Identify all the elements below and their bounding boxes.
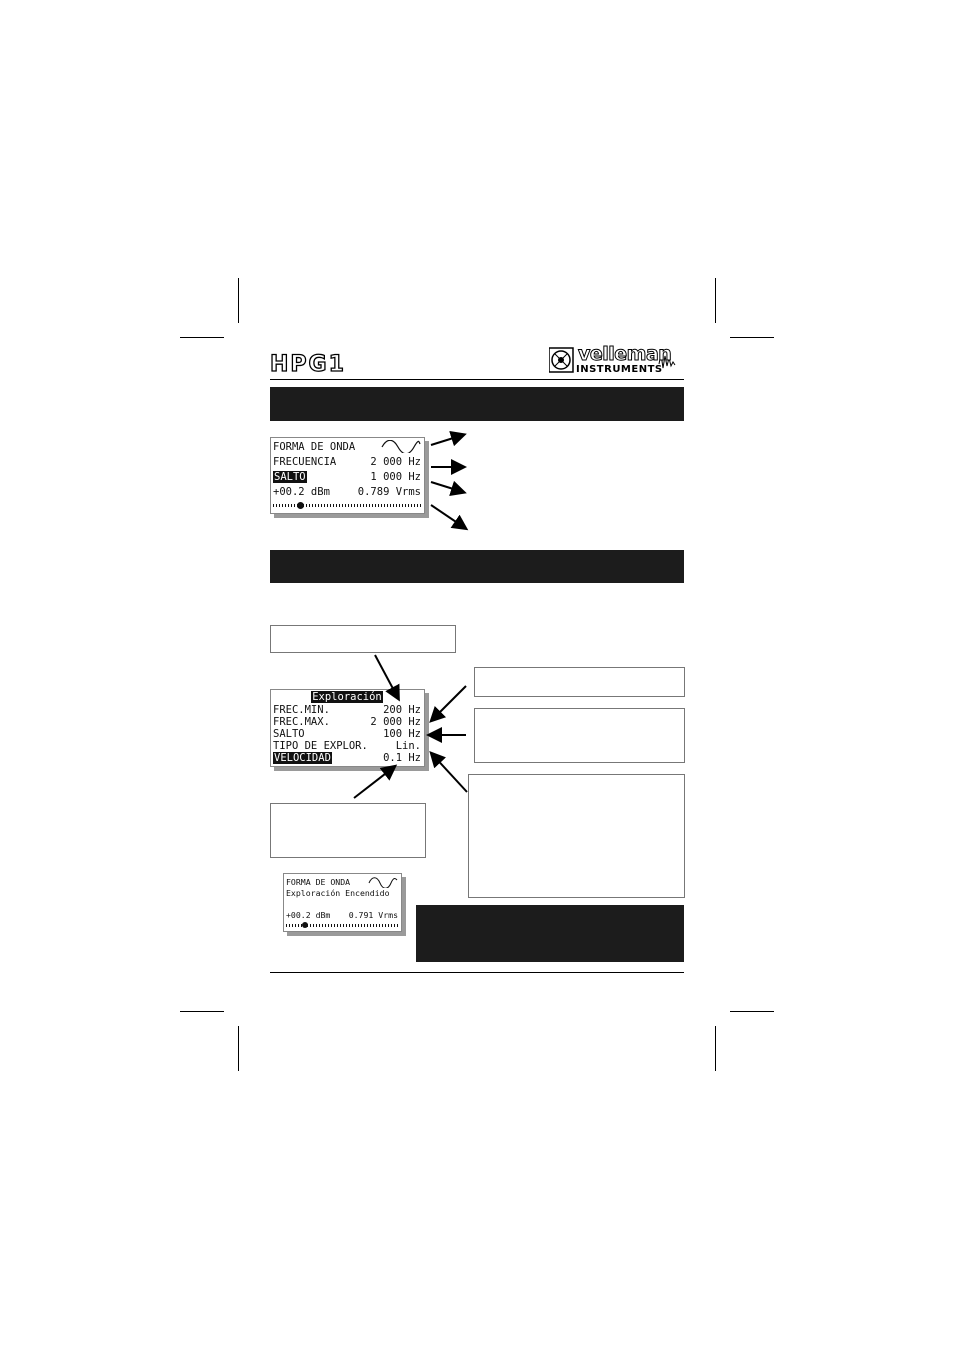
lcd-level-slider — [273, 504, 421, 507]
lcd2-callout-arrows — [340, 650, 480, 810]
crop-mark — [715, 1026, 716, 1071]
header-rule — [270, 379, 684, 380]
crop-mark — [730, 337, 774, 338]
lcd-step-value: 1 000 Hz — [370, 471, 421, 483]
lcd-sweep-row-value: Lin. — [395, 740, 421, 752]
lcd-sweep-row-label: TIPO DE EXPLOR. — [273, 740, 368, 752]
brand-subtitle: INSTRUMENTS — [576, 364, 663, 375]
sine-wave-icon — [381, 440, 421, 453]
lcd-sweep-row-label: SALTO — [273, 728, 305, 740]
brand-wordmark: velleman — [578, 343, 672, 365]
callout-box-top — [270, 625, 456, 653]
crop-mark — [715, 278, 716, 323]
lcd-sweep-row-value: 100 Hz — [383, 728, 421, 740]
crop-mark — [180, 1011, 224, 1012]
lcd-frequency-label: FRECUENCIA — [273, 456, 337, 468]
crop-mark — [180, 337, 224, 338]
callout-box-right-3 — [468, 774, 685, 898]
callout-box-right-2 — [474, 708, 685, 763]
model-logo: HPG1 — [270, 352, 346, 377]
lcd-level-vrms: 0.789 Vrms — [357, 486, 421, 498]
lcd-level-dbm: +00.2 dBm — [273, 486, 330, 498]
lcd-level-vrms: 0.791 Vrms — [348, 910, 398, 920]
crop-mark — [730, 1011, 774, 1012]
lcd-waveform-label: FORMA DE ONDA — [273, 441, 356, 453]
note-bar — [416, 905, 684, 962]
lcd1-callout-arrows — [425, 425, 475, 535]
lcd-frequency-value: 2 000 Hz — [370, 456, 421, 468]
lcd-sweep-title: Exploración — [312, 691, 382, 703]
lcd-step-label: SALTO — [274, 471, 306, 483]
lcd-level-slider-knob — [302, 922, 308, 928]
section-bar-2 — [270, 550, 684, 583]
lcd-sweep-row-label: FREC.MIN. — [273, 704, 330, 716]
lcd-main-screen — [270, 437, 425, 514]
lcd-level-slider-knob — [297, 502, 304, 509]
lcd-sweep-status: Exploración Encendido — [286, 888, 390, 898]
sine-wave-icon — [368, 877, 398, 888]
callout-box-left — [270, 803, 426, 858]
section-bar-1 — [270, 387, 684, 421]
lcd-waveform-label: FORMA DE ONDA — [286, 877, 351, 887]
crop-mark — [238, 1026, 239, 1071]
lcd-sweep-row-label: VELOCIDAD — [274, 752, 331, 764]
lcd-sweep-on-screen — [283, 873, 402, 932]
footer-rule — [270, 972, 684, 973]
lcd-level-dbm: +00.2 dBm — [286, 910, 331, 920]
lcd-sweep-row-label: FREC.MAX. — [273, 716, 330, 728]
lcd-sweep-row-value: 2 000 Hz — [370, 716, 421, 728]
lcd-sweep-row-value: 0.1 Hz — [383, 752, 421, 764]
crop-mark — [238, 278, 239, 323]
callout-box-right-1 — [474, 667, 685, 697]
lcd-sweep-row-value: 200 Hz — [383, 704, 421, 716]
